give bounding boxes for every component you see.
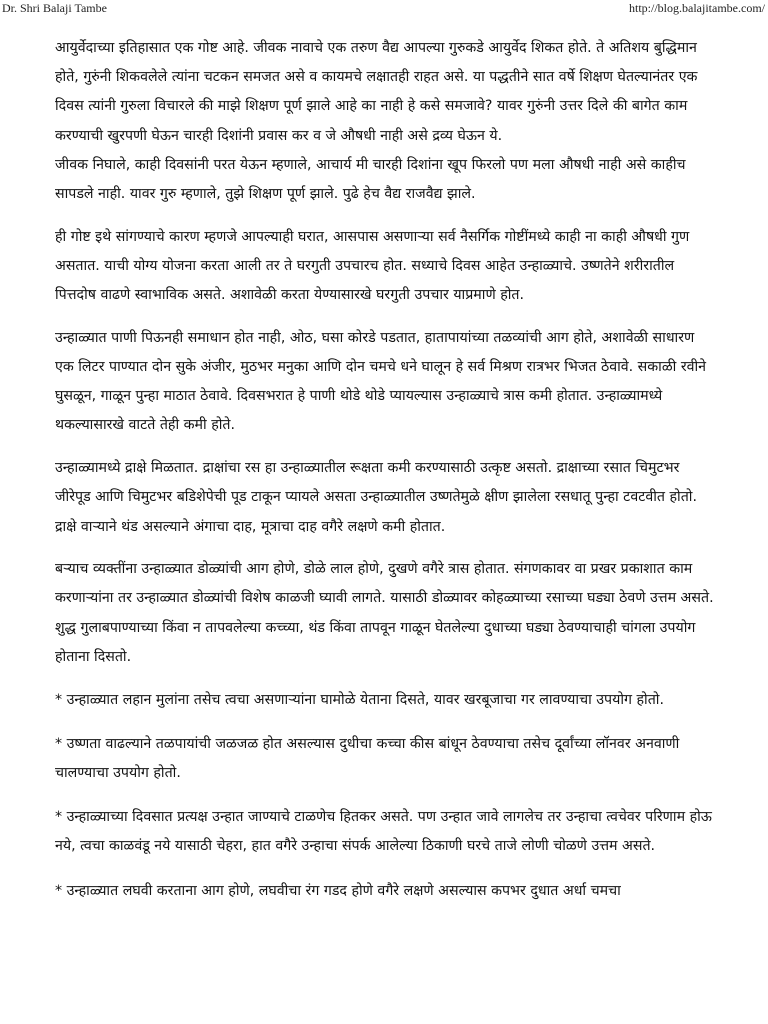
blog-url[interactable]: http://blog.balajitambe.com/ — [629, 1, 765, 15]
bullet-prickly-heat: * उन्हाळ्यात लहान मुलांना तसेच त्वचा असणाऱ्यांना घामोळे येताना दिसते, यावर खरबूजाचा गर लावण्याचा उपयोग होतो. — [55, 691, 664, 708]
author-name: Dr. Shri Balaji Tambe — [2, 1, 107, 15]
paragraph-jivak-return: जीवक निघाले, काही दिवसांनी परत येऊन म्हणाले, आचार्य मी चारही दिशांना खूप फिरलो पण मला औषधी नाही असे काहीच सापडले नाही. यावर गुरु म्हणाले, तुझे शिक्षण पूर्ण झाले. पुढे हेच वैद्य राजवैद्य झाले. — [55, 156, 686, 203]
article-body — [55, 34, 715, 921]
bullet-burning-soles: * उष्णता वाढल्याने तळपायांची जळजळ होत असल्यास दुधीचा कच्चा कीस बांधून ठेवण्याचा तसेच दूर्वांच्या लॉनवर अनवाणी चालण्याचा उपयोग होतो. — [55, 735, 680, 781]
paragraph-grapes-remedy: उन्हाळ्यामध्ये द्राक्षे मिळतात. द्राक्षांचा रस हा उन्हाळ्यातील रूक्षता कमी करण्यासाठी उत्कृष्ट असतो. द्राक्षाच्या रसात चिमुटभर जीरेपूड आणि चिमुटभर बडिशेपेची पूड टाकून प्यायले असता उन्हाळ्यातील उष्णतेमुळे क्षीण झालेला रसधातू पुन्हा टवटवीत होतो. द्राक्षे वाऱ्याने थंड असल्याने अंगाचा दाह, मूत्राचा दाह वगैरे लक्षणे कमी होतात. — [55, 460, 697, 535]
paragraph-water-remedy: उन्हाळ्यात पाणी पिऊनही समाधान होत नाही, ओठ, घसा कोरडे पडतात, हातापायांच्या तळव्यांची आग होते, अशावेळी साधारण एक लिटर पाण्यात दोन सुके अंजीर, मुठभर मनुका आणि दोन चमचे धने घालून हे सर्व मिश्रण रात्रभर भिजत ठेवावे. सकाळी रवीने घुसळून, गाळून पुन्हा माठात ठेवावे. दिवसभरात हे पाणी थोडे थोडे प्यायल्यास उन्हाळ्याचे त्रास कमी होतात. उन्हाळ्यामध्ये थकल्यासारखे वाटते तेही कमी होते. — [55, 329, 707, 434]
page-header — [0, 0, 768, 16]
paragraph-home-remedies-intro: ही गोष्ट इथे सांगण्याचे कारण म्हणजे आपल्याही घरात, आसपास असणाऱ्या सर्व नैसर्गिक गोष्टींमध्ये काही ना काही औषधी गुण असतात. याची योग्य योजना करता आली तर ते घरगुती उपचारच होत. सध्याचे दिवस आहेत उन्हाळ्याचे. उष्णतेने शरीरातील पित्तदोष वाढणे स्वाभाविक असते. अशावेळी करता येण्यासारखे घरगुती उपचार याप्रमाणे होत. — [55, 228, 690, 304]
bullet-sun-protection: * उन्हाळ्याच्या दिवसात प्रत्यक्ष उन्हात जाण्याचे टाळणेच हितकर असते. पण उन्हात जावे लागलेच तर उन्हाचा त्वचेवर परिणाम होऊ नये, त्वचा काळवंडू नये यासाठी चेहरा, हात वगैरे उन्हाचा संपर्क आलेल्या ठिकाणी घरचे ताजे लोणी चोळणे उत्तम असते. — [55, 809, 712, 855]
paragraph-jivak-story: आयुर्वेदाच्या इतिहासात एक गोष्ट आहे. जीवक नावाचे एक तरुण वैद्य आपल्या गुरुकडे आयुर्वेद शिकत होते. ते अतिशय बुद्धिमान होते, गुरुंनी शिकवलेले त्यांना चटकन समजत असे व कायमचे लक्षातही राहत असे. या पद्धतीने सात वर्षे शिक्षण घेतल्यानंतर एक दिवस त्यांनी गुरुला विचारले की माझे शिक्षण पूर्ण झाले आहे का नाही हे कसे समजावे? यावर गुरुंनी उत्तर दिले की बागेत काम करण्याची खुरपणी घेऊन चारही दिशांनी प्रवास कर व जे औषधी नाही असे द्रव्य घेऊन ये. — [55, 40, 698, 144]
paragraph-eye-care: बऱ्याच व्यक्तींना उन्हाळ्यात डोळ्यांची आग होणे, डोळे लाल होणे, दुखणे वगैरे त्रास होतात. संगणकावर वा प्रखर प्रकाशात काम करणाऱ्यांना तर उन्हाळ्यात डोळ्यांची विशेष काळजी घ्यावी लागते. यासाठी डोळ्यावर कोहळ्याच्या रसाच्या घड्या ठेवणे उत्तम असते. शुद्ध गुलाबपाण्याच्या किंवा न तापवलेल्या कच्च्या, थंड किंवा तापवून गाळून घेतलेल्या दुधाच्या घड्या ठेवण्याचाही चांगला उपयोग होताना दिसतो. — [55, 561, 714, 665]
bullet-urination-burning: * उन्हाळ्यात लघवी करताना आग होणे, लघवीचा रंग गडद होणे वगैरे लक्षणे असल्यास कपभर दुधात अर्धा चमचा — [55, 882, 621, 899]
